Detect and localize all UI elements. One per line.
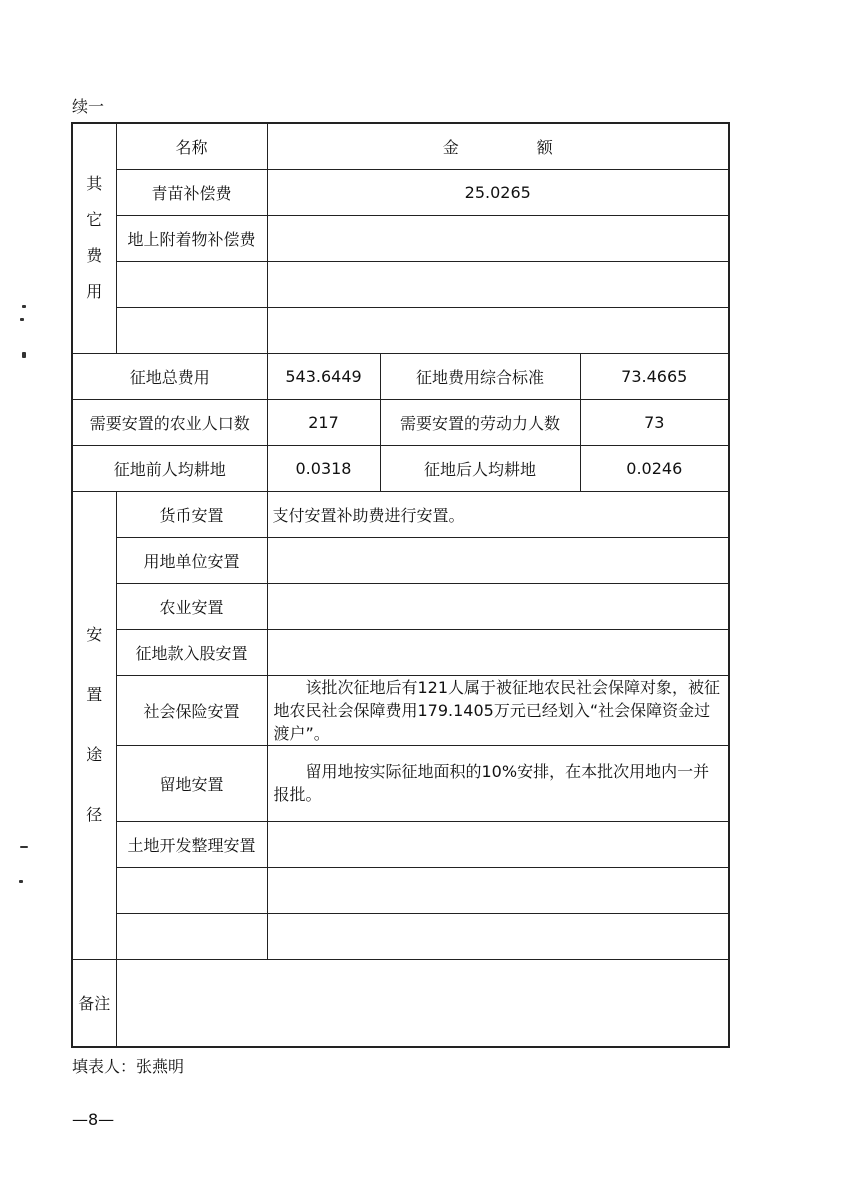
col-name-header: 名称 <box>116 123 267 169</box>
summary-value: 73.4665 <box>580 353 729 399</box>
section-label-char: 其 <box>86 174 103 194</box>
resettlement-name-cell: 社会保险安置 <box>116 675 267 745</box>
resettlement-content-cell: 支付安置补助费进行安置。 <box>267 491 729 537</box>
filler-line <box>72 1058 184 1076</box>
other-cost-row <box>72 215 729 261</box>
cost-amount-cell <box>267 307 729 353</box>
summary-label: 需要安置的劳动力人数 <box>380 399 580 445</box>
resettlement-name-cell <box>116 867 267 913</box>
resettlement-content-cell: 该批次征地后有121人属于被征地农民社会保障对象，被征地农民社会保障费用179.1405万元已经划入“社会保障资金过渡户”。 <box>267 675 729 745</box>
filler-label: 填表人： <box>72 1057 137 1076</box>
section-label-char: 径 <box>86 805 103 824</box>
resettlement-content-cell <box>267 913 729 959</box>
page-number: —8— <box>72 1110 115 1129</box>
resettlement-row <box>72 675 729 745</box>
summary-row <box>72 399 729 445</box>
resettlement-content-cell <box>267 629 729 675</box>
cost-amount-cell: 25.0265 <box>267 169 729 215</box>
remarks-label: 备注 <box>72 959 116 1047</box>
section-label-char: 置 <box>86 685 103 704</box>
cost-name-cell: 青苗补偿费 <box>116 169 267 215</box>
summary-label: 征地费用综合标准 <box>380 353 580 399</box>
continuation-label: 续一 <box>72 97 105 116</box>
scan-speck <box>22 305 26 308</box>
other-costs-header-row <box>72 123 729 169</box>
resettlement-row <box>72 867 729 913</box>
resettlement-content-cell: 留用地按实际征地面积的10%安排，在本批次用地内一并报批。 <box>267 745 729 821</box>
summary-value: 0.0318 <box>267 445 380 491</box>
resettlement-section-label <box>72 491 116 959</box>
summary-value: 73 <box>580 399 729 445</box>
summary-row <box>72 445 729 491</box>
resettlement-row <box>72 745 729 821</box>
resettlement-content-cell <box>267 537 729 583</box>
resettlement-name-cell: 货币安置 <box>116 491 267 537</box>
section-label-char: 它 <box>86 210 103 230</box>
other-cost-row <box>72 261 729 307</box>
remarks-content <box>116 959 729 1047</box>
section-label-char: 用 <box>86 282 103 302</box>
other-cost-row <box>72 169 729 215</box>
resettlement-name-cell <box>116 913 267 959</box>
summary-value: 217 <box>267 399 380 445</box>
land-acquisition-form-table <box>71 122 730 1048</box>
scan-speck <box>20 318 24 321</box>
scan-speck <box>19 880 23 883</box>
summary-label: 征地后人均耕地 <box>380 445 580 491</box>
section-label-char: 途 <box>86 745 103 764</box>
resettlement-name-cell: 用地单位安置 <box>116 537 267 583</box>
section-label-char: 费 <box>86 246 103 266</box>
section-label-char: 安 <box>86 625 103 644</box>
resettlement-row <box>72 491 729 537</box>
filler-name: 张燕明 <box>136 1057 185 1076</box>
amount-header-char: 金 <box>442 137 459 157</box>
summary-label: 征地总费用 <box>72 353 267 399</box>
resettlement-row <box>72 913 729 959</box>
scan-speck <box>22 352 26 358</box>
summary-label: 需要安置的农业人口数 <box>72 399 267 445</box>
scan-speck <box>20 846 28 848</box>
cost-name-cell: 地上附着物补偿费 <box>116 215 267 261</box>
other-cost-row <box>72 307 729 353</box>
cost-name-cell <box>116 261 267 307</box>
resettlement-name-cell: 留地安置 <box>116 745 267 821</box>
resettlement-row <box>72 583 729 629</box>
summary-value: 0.0246 <box>580 445 729 491</box>
resettlement-content-cell <box>267 583 729 629</box>
cost-name-cell <box>116 307 267 353</box>
resettlement-content-cell <box>267 867 729 913</box>
remarks-row <box>72 959 729 1047</box>
cost-amount-cell <box>267 215 729 261</box>
resettlement-name-cell: 土地开发整理安置 <box>116 821 267 867</box>
summary-value: 543.6449 <box>267 353 380 399</box>
summary-label: 征地前人均耕地 <box>72 445 267 491</box>
amount-header-char: 额 <box>536 137 553 157</box>
resettlement-name-cell: 农业安置 <box>116 583 267 629</box>
resettlement-row <box>72 821 729 867</box>
resettlement-row <box>72 629 729 675</box>
other-costs-section-label <box>72 123 116 353</box>
summary-row <box>72 353 729 399</box>
resettlement-content-cell <box>267 821 729 867</box>
col-amount-header <box>267 123 729 169</box>
cost-amount-cell <box>267 261 729 307</box>
resettlement-row <box>72 537 729 583</box>
resettlement-name-cell: 征地款入股安置 <box>116 629 267 675</box>
